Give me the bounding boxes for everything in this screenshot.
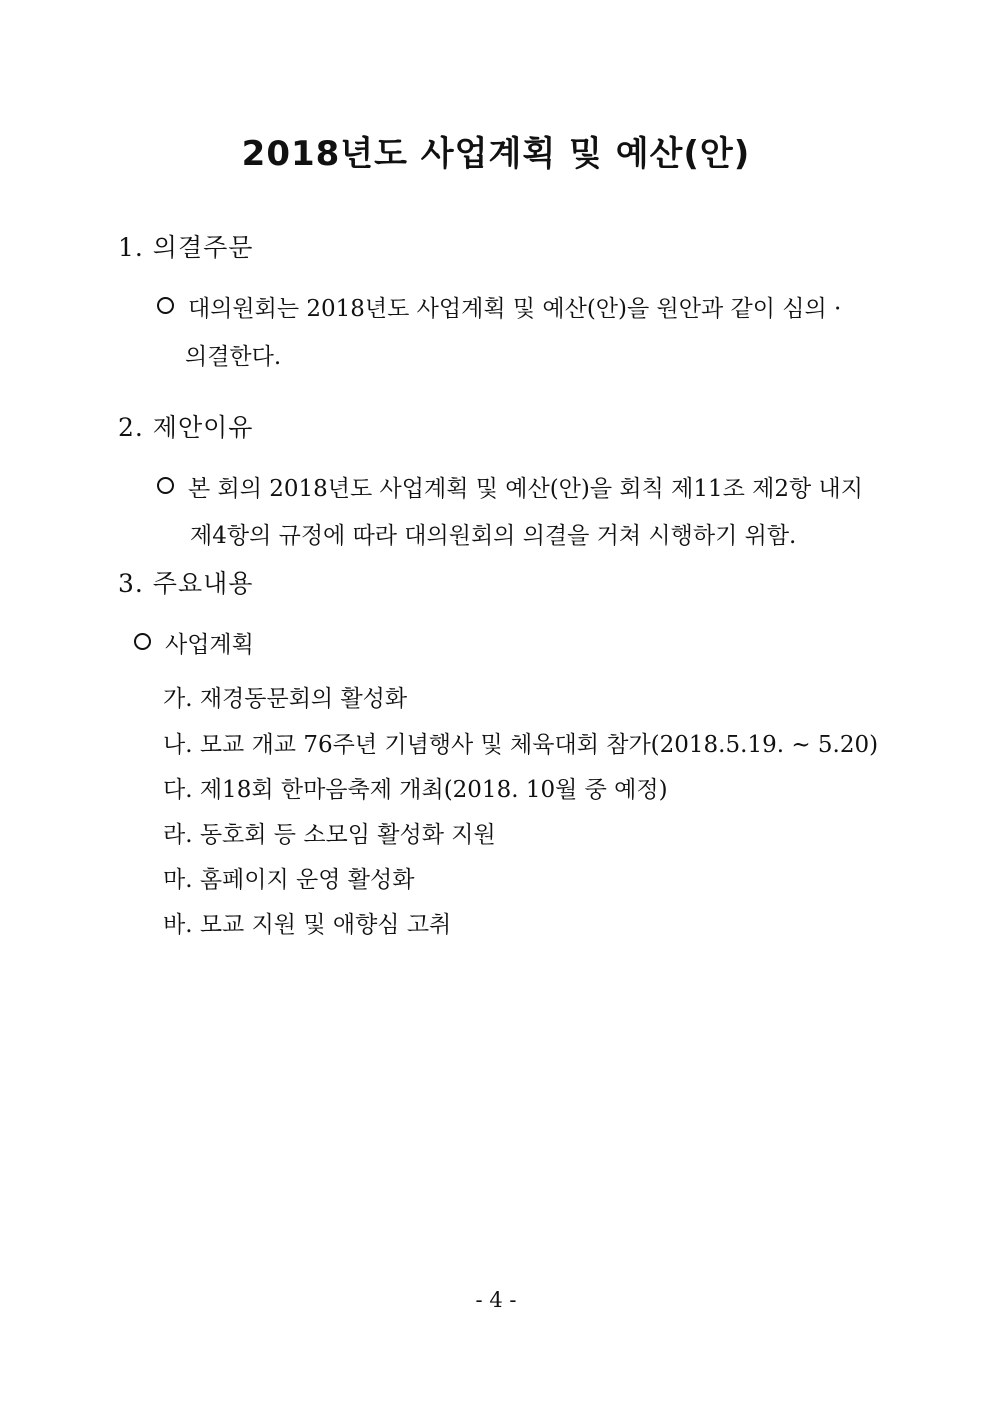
page-number: - 4 - <box>475 1288 517 1312</box>
bullet-text-line2: 제4항의 규정에 따라 대의원회의 의결을 거쳐 시행하기 위함. <box>190 523 797 549</box>
circle-bullet-icon <box>157 477 174 494</box>
section-heading-resolution: 1. 의결주문 <box>118 233 254 262</box>
list-item: 나. 모교 개교 76주년 기념행사 및 체육대회 참가(2018.5.19. ~ 5.20) <box>163 732 879 758</box>
section-bullet-reason <box>157 470 863 503</box>
list-item: 라. 동호회 등 소모임 활성화 지원 <box>163 822 496 848</box>
bullet-text-line1: 대의원회는 2018년도 사업계획 및 예산(안)을 원안과 같이 심의 · <box>188 296 842 322</box>
circle-bullet-icon <box>157 297 174 314</box>
bullet-text-line1: 본 회의 2018년도 사업계획 및 예산(안)을 회칙 제11조 제2항 내지 <box>188 476 863 502</box>
section-heading-contents: 3. 주요내용 <box>118 569 254 598</box>
list-item: 다. 제18회 한마음축제 개최(2018. 10월 중 예정) <box>163 777 668 803</box>
list-item: 마. 홈페이지 운영 활성화 <box>163 867 415 893</box>
circle-bullet-icon <box>134 633 151 650</box>
list-item: 바. 모교 지원 및 애향심 고취 <box>163 912 452 938</box>
section-heading-reason: 2. 제안이유 <box>118 413 254 442</box>
bullet-label: 사업계획 <box>165 632 254 658</box>
list-item: 가. 재경동문회의 활성화 <box>163 686 408 712</box>
bullet-text-line2: 의결한다. <box>185 344 282 370</box>
document-title: 2018년도 사업계획 및 예산(안) <box>241 134 751 174</box>
section-bullet-contents <box>134 626 254 659</box>
section-bullet-resolution <box>157 290 841 323</box>
